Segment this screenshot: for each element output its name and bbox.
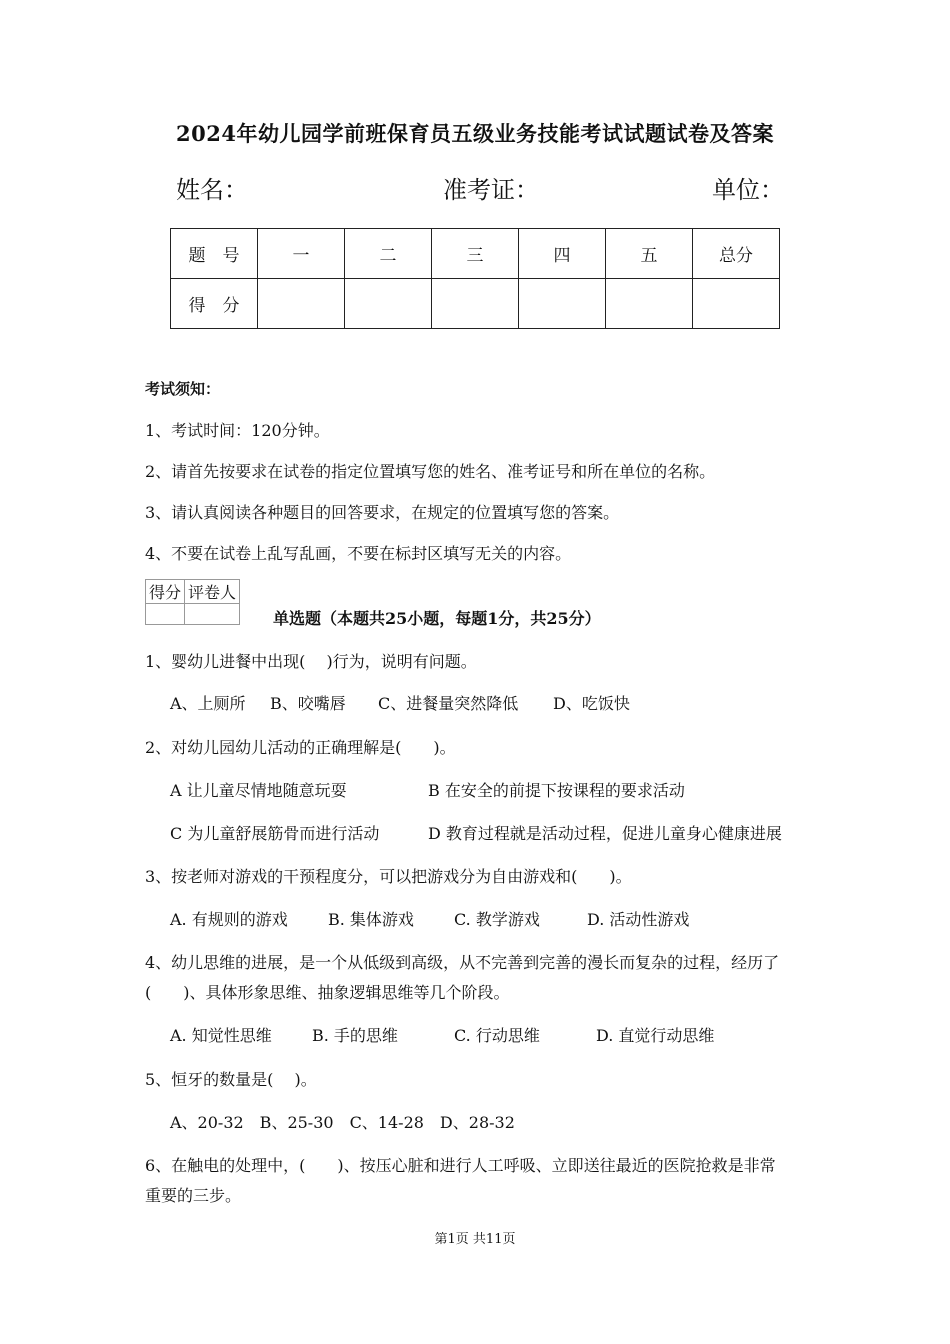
question-stem-continued: 重要的三步。 — [145, 1186, 242, 1205]
option-b: B. 手的思维 — [312, 1026, 398, 1045]
option-d: D、吃饭快 — [553, 694, 630, 713]
question-stem: 3、按老师对游戏的干预程度分，可以把游戏分为自由游戏和( )。 — [145, 867, 632, 886]
grader-score-cell[interactable] — [146, 604, 185, 625]
option-b: B. 集体游戏 — [328, 910, 414, 929]
question-stem: 1、婴幼儿进餐中出现( )行为，说明有问题。 — [145, 652, 477, 671]
score-header-cell: 四 — [519, 229, 606, 279]
score-entry-cell[interactable] — [606, 279, 693, 329]
score-header-cell: 一 — [258, 229, 345, 279]
notice-item: 2、请首先按要求在试卷的指定位置填写您的姓名、准考证号和所在单位的名称。 — [145, 462, 716, 481]
grader-box — [145, 579, 240, 625]
name-field-label: 姓名： — [176, 176, 248, 204]
score-entry-cell[interactable] — [519, 279, 606, 329]
question-stem: 2、对幼儿园幼儿活动的正确理解是( )。 — [145, 738, 456, 757]
option-c: C、进餐量突然降低 — [378, 694, 519, 713]
option-d: D. 直觉行动思维 — [596, 1026, 715, 1045]
page-title: 2024年幼儿园学前班保育员五级业务技能考试试题试卷及答案 — [176, 121, 774, 146]
option-b: B 在安全的前提下按课程的要求活动 — [428, 781, 685, 800]
score-entry-cell[interactable] — [345, 279, 432, 329]
score-header-cell: 题 号 — [171, 229, 258, 279]
option-b: B、咬嘴唇 — [270, 694, 346, 713]
score-table — [170, 228, 780, 329]
option-d: D. 活动性游戏 — [587, 910, 690, 929]
question-stem: 4、幼儿思维的进展，是一个从低级到高级，从不完善到完善的漫长而复杂的过程，经历了 — [145, 953, 780, 972]
option-c: C. 教学游戏 — [454, 910, 540, 929]
score-row-label: 得 分 — [171, 279, 258, 329]
option-a: A、上厕所 — [170, 694, 246, 713]
score-header-cell: 总分 — [693, 229, 780, 279]
question-stem-continued: ( )、具体形象思维、抽象逻辑思维等几个阶段。 — [145, 983, 510, 1002]
grader-score-label: 得分 — [146, 580, 185, 604]
option-c: C 为儿童舒展筋骨而进行活动 — [170, 824, 380, 843]
score-table-header-row — [171, 229, 780, 279]
grader-reviewer-cell[interactable] — [185, 604, 240, 625]
notice-item: 3、请认真阅读各种题目的回答要求，在规定的位置填写您的答案。 — [145, 503, 620, 522]
option-a: A. 有规则的游戏 — [170, 910, 288, 929]
score-header-cell: 二 — [345, 229, 432, 279]
option-list: A、20-32 B、25-30 C、14-28 D、28-32 — [170, 1113, 515, 1132]
question-stem: 6、在触电的处理中，( )、按压心脏和进行人工呼吸、立即送往最近的医院抢救是非常 — [145, 1156, 776, 1175]
page-footer: 第1页 共11页 — [434, 1232, 516, 1247]
score-header-cell: 三 — [432, 229, 519, 279]
score-entry-cell[interactable] — [693, 279, 780, 329]
notice-item: 1、考试时间：120分钟。 — [145, 421, 330, 440]
ticket-field-label: 准考证： — [443, 176, 539, 204]
score-entry-cell[interactable] — [432, 279, 519, 329]
score-entry-cell[interactable] — [258, 279, 345, 329]
option-d: D 教育过程就是活动过程，促进儿童身心健康进展 — [428, 824, 782, 843]
score-table-score-row — [171, 279, 780, 329]
option-c: C. 行动思维 — [454, 1026, 540, 1045]
option-a: A 让儿童尽情地随意玩耍 — [170, 781, 347, 800]
question-stem: 5、恒牙的数量是( )。 — [145, 1070, 317, 1089]
option-a: A. 知觉性思维 — [170, 1026, 272, 1045]
grader-reviewer-label: 评卷人 — [185, 580, 240, 604]
notice-item: 4、不要在试卷上乱写乱画，不要在标封区填写无关的内容。 — [145, 544, 572, 563]
notice-heading: 考试须知： — [145, 380, 221, 398]
unit-field-label: 单位： — [712, 176, 784, 204]
score-header-cell: 五 — [606, 229, 693, 279]
section-title: 单选题（本题共25小题，每题1分，共25分） — [273, 609, 601, 628]
